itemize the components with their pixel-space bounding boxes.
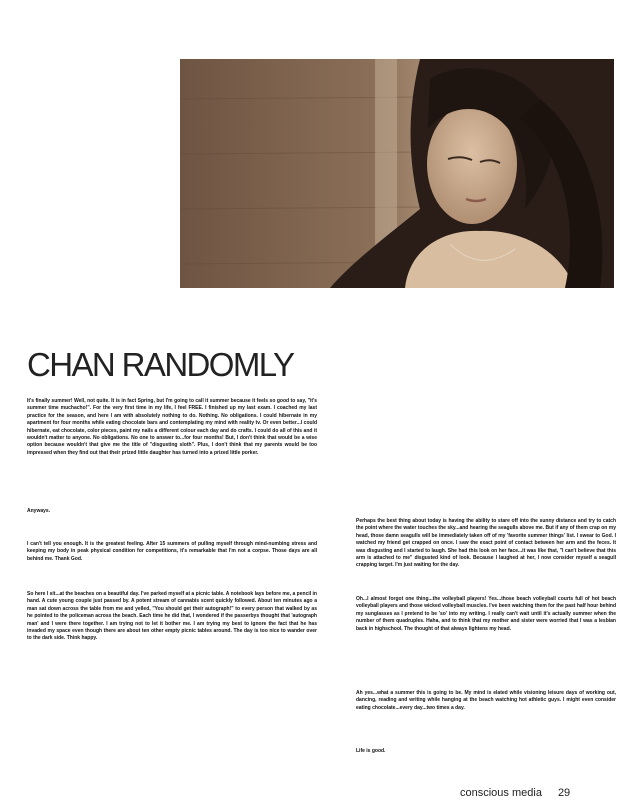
paragraph-text: Ah yes...what a summer this is going to be. My mind is elated while visioning leisure days of working out, dancing, reading and writing while hanging at the beach watching hot athletic guys. I might even consider eating chocolate...every day...two times a day. [356,690,616,711]
paragraph-text: Anyways. [27,508,51,514]
paragraph-text: Life is good. [356,748,386,754]
page-footer [460,787,620,799]
right-column-paragraph-1 [356,518,616,570]
right-column-paragraph-4 [356,748,616,755]
paragraph-text: So here I sit...at the beaches on a beautiful day. I've parked myself at a picnic table. A notebook lays before me, a pencil in hand. A cute young couple just passed by. A potent stream of cannabis scent quickly followed. About ten minutes ago a man sat down across the table from me and yelled, "You should get their autograph!" to every person that walked by as he pointed to the policeman across the beach. Each time he did that, I wondered if the passerbys thought that 'autograph man' and I were there together. I am trying not to let it bother me. I am trying my best to ignore the fact that he has invaded my space even though there are about ten other empty picnic tables around. The day is too nice to wander over to the dark side. Think happy. [27,591,317,642]
left-column-paragraph-4 [27,591,317,643]
right-column-paragraph-3 [356,690,616,712]
paragraph-text: I can't tell you enough. It is the greatest feeling. After 15 summers of pulling myself through mind-numbing stress and keeping my body in peak physical condition for competitions, it's remarkable that I'm not a corpse. Those days are all behind me. Thank God. [27,541,317,562]
left-column-paragraph-3 [27,541,317,563]
paragraph-text: It's finally summer! Well, not quite. It is in fact Spring, but I'm going to call it summer because it feels so good to say, "it's summer time muchacho!". For the very first time in my life, I feel FREE. I finished up my last exam. I coached my last practice for the season, and here I am with absolutely nothing to do. Nothing. No obligations. I could hibernate in my apartment for four months while eating chocolate bars and contemplating my mind with reality tv. Or even better...I could hibernate, eat chocolate, color pieces, paint my nails a different colour each day and do crafts. I could do all of this and it wouldn't matter to anyone. No obligations. No one to answer to...for four months! But, I don't think that would be a wise option because wouldn't that give me the title of "disgusting sloth". Plus, I don't think that my parents would be too impressed when they find out that their prized little daughter has turned into a prized little porker. [27,398,317,456]
left-column-paragraph-1 [27,398,317,457]
left-column-paragraph-2 [27,508,317,515]
portrait-illustration [180,59,614,288]
page-number: 29 [557,787,571,799]
portrait-photo [180,59,614,288]
publication-name: conscious media [460,787,542,799]
paragraph-text: Perhaps the best thing about today is having the ability to stare off into the sunny distance and try to catch the point where the water touches the sky...and hearing the seagulls above me. But if any of them crap on my head, those damn seagulls will be immediately taken off of my 'favorite summer things' list. I swear to God. I watched my friend get crapped on once. I saw the exact point of contact between her arm and the feces. It was disgusting and I started to laugh. She had this look on her face...it was like that, "I can't believe that this arm is attached to me" disgusted kind of look. Because I laughed at her, I now consider myself a seagull crapping target. I'm just waiting for the day. [356,518,616,569]
article-title: CHAN RANDOMLY [27,346,294,384]
paragraph-text: Oh...I almost forgot one thing...the volleyball players! Yes...those beach volleyball courts full of hot beach volleyball players and those wicked volleyball muscles. I've been watching them for the past half hour behind my sunglasses as I pretend to be 'so' into my writing. I really can't wait until it's actually summer when the number of them quadruples. Haha, and to think that my mother and sister were worried that I was a lesbian back in highschool. The thought of that always lightens my head. [356,596,616,632]
right-column-paragraph-2 [356,596,616,633]
